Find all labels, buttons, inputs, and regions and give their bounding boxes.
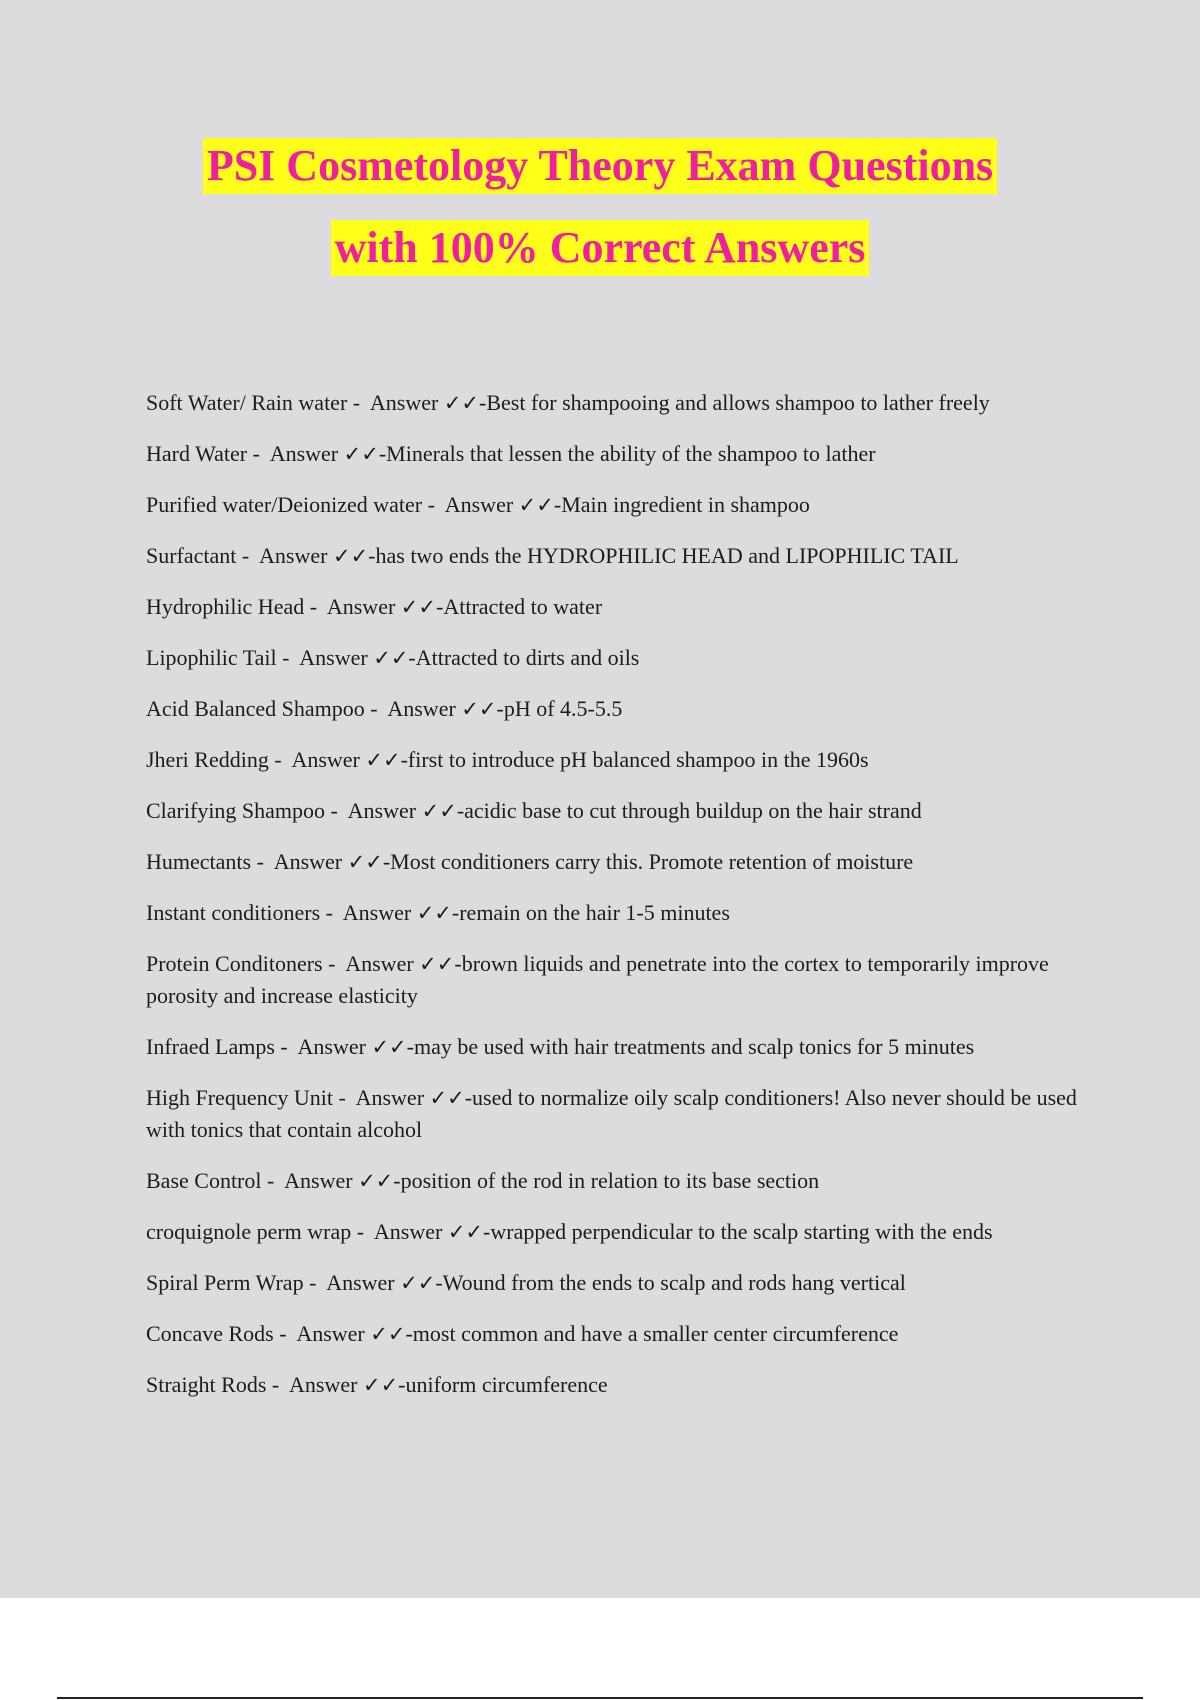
double-check-icon: ✓✓	[358, 1169, 394, 1193]
double-check-icon: ✓✓	[373, 646, 409, 670]
qa-item	[146, 897, 1086, 929]
answer-label: Answer	[444, 492, 514, 517]
double-check-icon: ✓✓	[416, 901, 452, 925]
qa-term: Purified water/Deionized water -	[146, 492, 435, 517]
qa-term: Base Control -	[146, 1168, 275, 1193]
qa-item	[146, 1165, 1086, 1197]
double-check-icon: ✓✓	[443, 391, 480, 415]
answer-text: -uniform circumference	[398, 1372, 608, 1397]
answer-label: Answer	[373, 1219, 443, 1244]
double-check-icon: ✓✓	[362, 1373, 399, 1397]
answer-text: -most common and have a smaller center circumference	[405, 1321, 899, 1346]
qa-item	[146, 438, 1086, 470]
double-check-icon: ✓✓	[365, 748, 401, 772]
qa-item	[146, 693, 1086, 725]
qa-item	[146, 591, 1086, 623]
answer-label: Answer	[289, 1372, 358, 1397]
answer-label: Answer	[355, 1085, 425, 1110]
answer-text: -first to introduce pH balanced shampoo in the 1960s	[400, 747, 869, 772]
answer-label: Answer	[326, 1270, 395, 1295]
answer-text: -Attracted to dirts and oils	[408, 645, 640, 670]
double-check-icon: ✓✓	[461, 697, 497, 721]
double-check-icon: ✓✓	[332, 544, 369, 568]
qa-item	[146, 846, 1086, 878]
answer-text: -has two ends the HYDROPHILIC HEAD and LIPOPHILIC TAIL	[368, 543, 959, 568]
double-check-icon: ✓✓	[347, 850, 383, 874]
qa-item	[146, 1082, 1086, 1146]
answer-text: -used to normalize oily scalp conditioners! Also never should be used with tonics that contain alcohol	[146, 1085, 1077, 1142]
answer-text: -wrapped perpendicular to the scalp starting with the ends	[483, 1219, 993, 1244]
answer-label: Answer	[369, 390, 439, 415]
answer-text: -acidic base to cut through buildup on the hair strand	[456, 798, 922, 823]
qa-term: Soft Water/ Rain water -	[146, 390, 361, 415]
qa-term: Clarifying Shampoo -	[146, 798, 338, 823]
qa-item	[146, 540, 1086, 572]
answer-text: -Wound from the ends to scalp and rods hang vertical	[435, 1270, 906, 1295]
qa-term: Spiral Perm Wrap -	[146, 1270, 317, 1295]
document-title	[0, 138, 1200, 276]
double-check-icon: ✓✓	[343, 442, 379, 466]
qa-term: Protein Conditoners -	[146, 951, 336, 976]
qa-item	[146, 1031, 1086, 1063]
qa-term: Infraed Lamps -	[146, 1034, 288, 1059]
qa-item	[146, 948, 1086, 1012]
qa-item	[146, 1267, 1086, 1299]
answer-text: -Most conditioners carry this. Promote retention of moisture	[382, 849, 914, 874]
double-check-icon: ✓✓	[447, 1220, 484, 1244]
qa-term: Concave Rods -	[146, 1321, 287, 1346]
double-check-icon: ✓✓	[371, 1035, 407, 1059]
double-check-icon: ✓✓	[370, 1322, 406, 1346]
answer-label: Answer	[259, 543, 328, 568]
qa-term: Acid Balanced Shampoo -	[146, 696, 378, 721]
qa-item	[146, 1318, 1086, 1350]
qa-term: Hard Water -	[146, 441, 260, 466]
qa-term: Instant conditioners -	[146, 900, 333, 925]
qa-term: High Frequency Unit -	[146, 1085, 346, 1110]
qa-term: croquignole perm wrap -	[146, 1219, 365, 1244]
double-check-icon: ✓✓	[400, 1271, 436, 1295]
qa-item	[146, 642, 1086, 674]
qa-term: Hydrophilic Head -	[146, 594, 318, 619]
double-check-icon: ✓✓	[419, 952, 455, 976]
answer-label: Answer	[326, 594, 396, 619]
qa-item	[146, 744, 1086, 776]
answer-label: Answer	[299, 645, 368, 670]
qa-item	[146, 1216, 1086, 1248]
answer-label: Answer	[347, 798, 417, 823]
answer-text: -Best for shampooing and allows shampoo to lather freely	[479, 390, 990, 415]
answer-label: Answer	[273, 849, 343, 874]
double-check-icon: ✓✓	[400, 595, 436, 619]
qa-term: Humectants -	[146, 849, 264, 874]
answer-label: Answer	[345, 951, 414, 976]
answer-text: -Minerals that lessen the ability of the shampoo to lather	[378, 441, 876, 466]
answer-text: -Attracted to water	[436, 594, 603, 619]
double-check-icon: ✓✓	[429, 1086, 465, 1110]
qa-item	[146, 1369, 1086, 1401]
qa-term: Straight Rods -	[146, 1372, 280, 1397]
qa-item	[146, 795, 1086, 827]
answer-label: Answer	[342, 900, 412, 925]
answer-label: Answer	[284, 1168, 353, 1193]
title-line-1: PSI Cosmetology Theory Exam Questions	[203, 138, 997, 194]
qa-term: Jheri Redding -	[146, 747, 282, 772]
answer-text: -position of the rod in relation to its base section	[393, 1168, 820, 1193]
answer-text: -Main ingredient in shampoo	[553, 492, 810, 517]
qa-item	[146, 489, 1086, 521]
answer-label: Answer	[296, 1321, 365, 1346]
qa-item	[146, 387, 1086, 419]
double-check-icon: ✓✓	[518, 493, 554, 517]
title-line-2: with 100% Correct Answers	[331, 220, 870, 276]
answer-label: Answer	[269, 441, 339, 466]
qa-term: Lipophilic Tail -	[146, 645, 290, 670]
footer-divider	[57, 1697, 1143, 1699]
answer-text: -brown liquids and penetrate into the cortex to temporarily improve porosity and increase elasticity	[146, 951, 1049, 1008]
answer-text: -pH of 4.5-5.5	[496, 696, 623, 721]
answer-text: -may be used with hair treatments and scalp tonics for 5 minutes	[406, 1034, 975, 1059]
double-check-icon: ✓✓	[421, 799, 457, 823]
qa-term: Surfactant -	[146, 543, 250, 568]
qa-list	[146, 387, 1086, 1420]
answer-text: -remain on the hair 1-5 minutes	[451, 900, 730, 925]
answer-label: Answer	[387, 696, 456, 721]
answer-label: Answer	[291, 747, 360, 772]
answer-label: Answer	[297, 1034, 366, 1059]
